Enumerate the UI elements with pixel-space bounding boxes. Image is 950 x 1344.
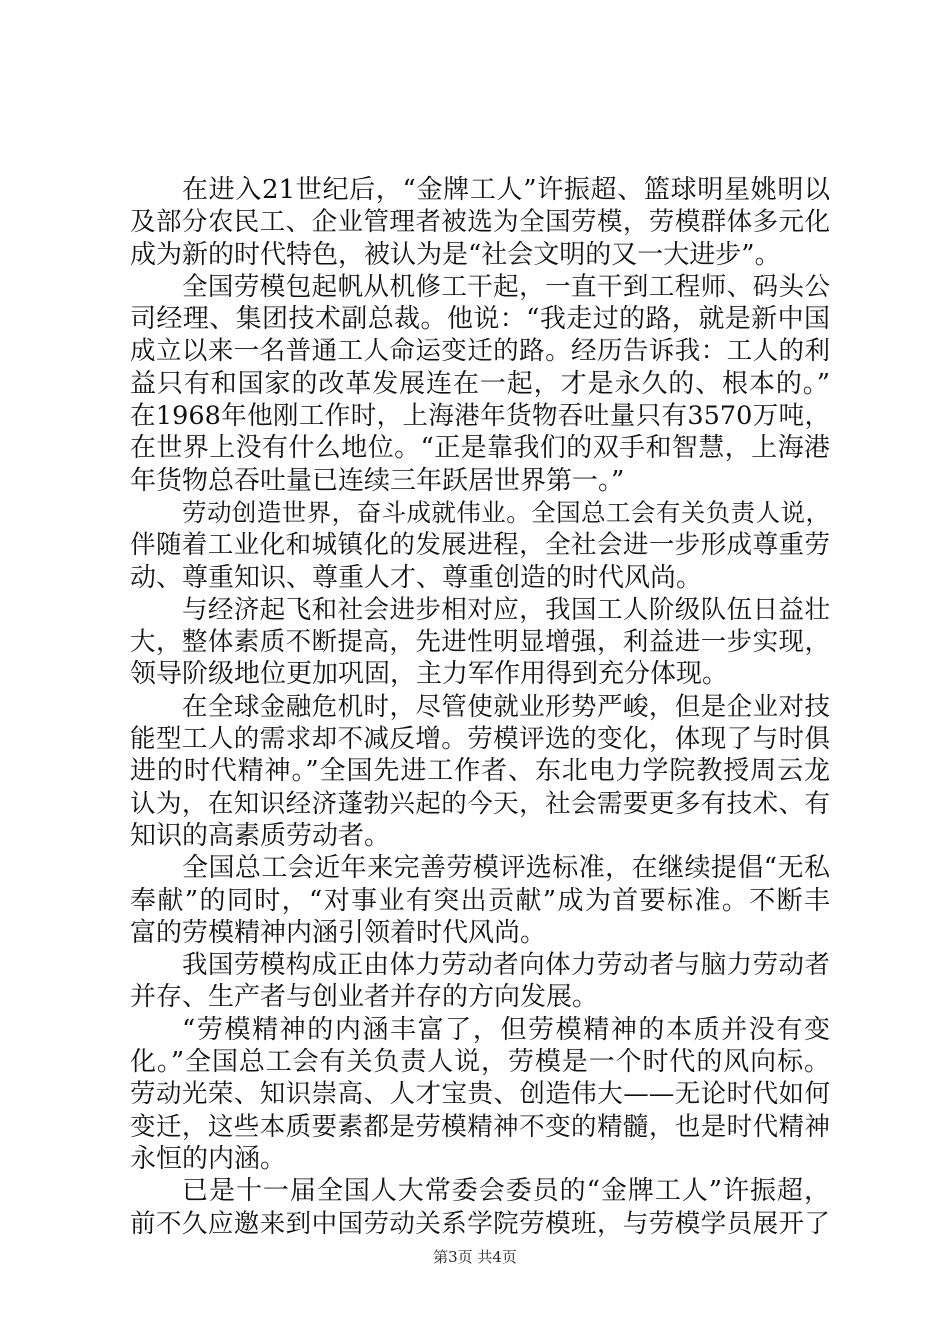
text-line: 在进入21世纪后，“金牌工人”许振超、篮球明星姚明以 bbox=[182, 175, 830, 205]
text-line: 劳动创造世界，奋斗成就伟业。全国总工会有关负责人说， bbox=[182, 497, 830, 527]
text-line: 在全球金融危机时，尽管使就业形势严峻，但是企业对技 bbox=[182, 691, 830, 722]
text-line: 动、尊重知识、尊重人才、尊重创造的时代风尚。 bbox=[130, 562, 703, 593]
text-line: 认为，在知识经济蓬勃兴起的今天，社会需要更多有技术、有 bbox=[130, 788, 830, 819]
text-line: 知识的高素质劳动者。 bbox=[130, 820, 391, 851]
text-line: 化。”全国总工会有关负责人说，劳模是一个时代的风向标。 bbox=[130, 1047, 830, 1078]
text-line: 变迁，这些本质要素都是劳模精神不变的精髓，也是时代精神 bbox=[130, 1111, 830, 1142]
text-line: 并存、生产者与创业者并存的方向发展。 bbox=[130, 982, 599, 1013]
text-line: 成立以来一名普通工人命运变迁的路。经历告诉我：工人的利 bbox=[130, 336, 830, 367]
text-line: 领导阶级地位更加巩固，主力军作用得到充分体现。 bbox=[130, 659, 729, 690]
text-line: 能型工人的需求却不减反增。劳模评选的变化，体现了与时俱 bbox=[130, 724, 830, 755]
text-line: 永恒的内涵。 bbox=[130, 1143, 287, 1174]
page-footer: 第3页 共4页 bbox=[433, 1248, 517, 1266]
text-line: 已是十一届全国人大常委会委员的“金牌工人”许振超， bbox=[182, 1176, 830, 1207]
text-line: 伴随着工业化和城镇化的发展进程，全社会进一步形成尊重劳 bbox=[130, 530, 830, 561]
text-line: 与经济起飞和社会进步相对应，我国工人阶级队伍日益壮 bbox=[182, 594, 830, 625]
text-line: 益只有和国家的改革发展连在一起，才是永久的、根本的。” bbox=[130, 368, 830, 399]
text-line: 奉献”的同时，“对事业有突出贡献”成为首要标准。不断丰 bbox=[130, 885, 830, 916]
text-line: 年货物总吞吐量已连续三年跃居世界第一。” bbox=[130, 465, 625, 496]
text-line: 及部分农民工、企业管理者被选为全国劳模，劳模群体多元化 bbox=[130, 207, 830, 238]
text-line: 我国劳模构成正由体力劳动者向体力劳动者与脑力劳动者 bbox=[182, 950, 830, 981]
text-line: 富的劳模精神内涵引领着时代风尚。 bbox=[130, 917, 547, 948]
text-line: 前不久应邀来到中国劳动关系学院劳模班，与劳模学员展开了 bbox=[130, 1208, 830, 1239]
text-line: 进的时代精神。”全国先进工作者、东北电力学院教授周云龙 bbox=[130, 756, 830, 787]
text-line: 大，整体素质不断提高，先进性明显增强，利益进一步实现， bbox=[130, 627, 830, 658]
text-line: 全国劳模包起帆从机修工干起，一直干到工程师、码头公 bbox=[182, 271, 830, 302]
text-line: 在世界上没有什么地位。“正是靠我们的双手和智慧，上海港 bbox=[130, 433, 830, 464]
text-line: 全国总工会近年来完善劳模评选标准，在继续提倡“无私 bbox=[182, 853, 830, 884]
text-line: 成为新的时代特色，被认为是“社会文明的又一大进步”。 bbox=[130, 239, 781, 270]
text-line: 在1968年他刚工作时，上海港年货物吞吐量只有3570万吨， bbox=[130, 401, 830, 432]
document-body bbox=[130, 174, 830, 1240]
text-line: “劳模精神的内涵丰富了，但劳模精神的本质并没有变 bbox=[182, 1014, 830, 1045]
text-line: 劳动光荣、知识崇高、人才宝贵、创造伟大——无论时代如何 bbox=[130, 1079, 830, 1110]
text-line: 司经理、集团技术副总裁。他说：“我走过的路，就是新中国 bbox=[130, 304, 830, 335]
